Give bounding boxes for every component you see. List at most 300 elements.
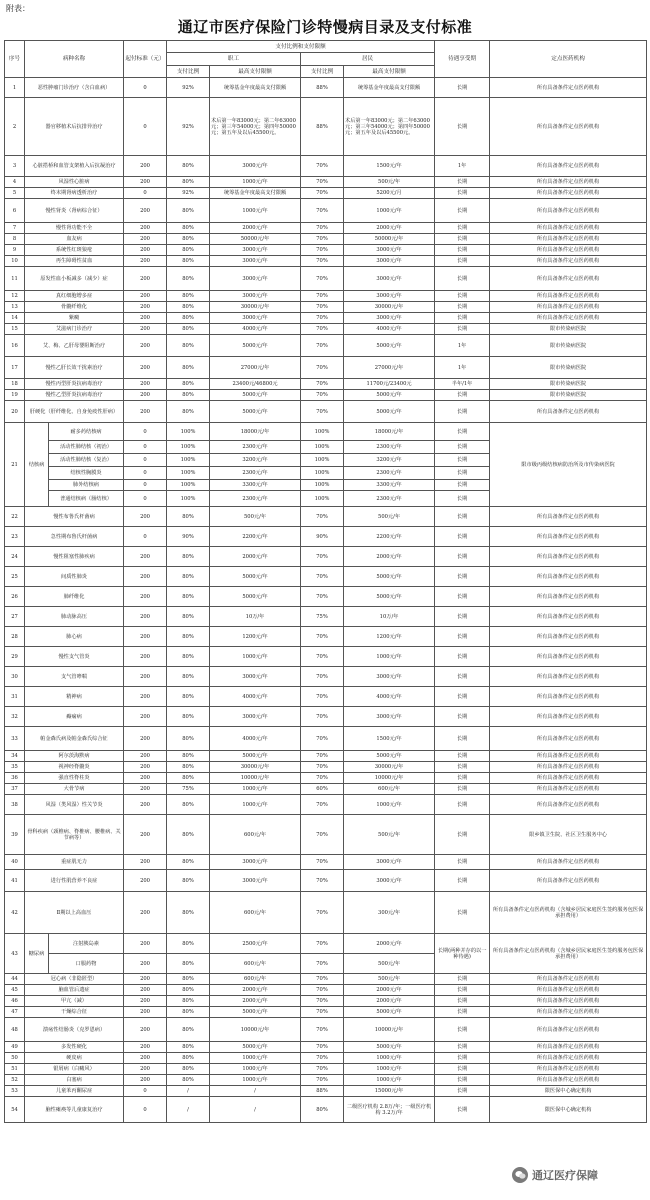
cell-staff-limit: 3200元/年 bbox=[210, 454, 301, 467]
cell-staff-limit: 3000元/年 bbox=[210, 667, 301, 687]
cell-staff-limit: 4000元/年 bbox=[210, 727, 301, 751]
cell-staff-ratio: 80% bbox=[167, 267, 210, 291]
cell-no: 10 bbox=[5, 256, 25, 267]
cell-staff-limit: 18000元/年 bbox=[210, 423, 301, 441]
cell-wait: 长期 bbox=[435, 707, 490, 727]
cell-threshold: 200 bbox=[124, 245, 167, 256]
cell-resident-limit: 30000元/年 bbox=[344, 302, 435, 313]
cell-resident-limit: 5000元/年 bbox=[344, 1042, 435, 1053]
cell-wait: 长期 bbox=[435, 401, 490, 423]
cell-staff-limit: 4000元/年 bbox=[210, 687, 301, 707]
table-row bbox=[5, 234, 647, 245]
cell-no: 51 bbox=[5, 1064, 25, 1075]
cell-no: 18 bbox=[5, 379, 25, 390]
cell-resident-ratio: 88% bbox=[301, 98, 344, 156]
cell-resident-limit: 2000元/年 bbox=[344, 996, 435, 1007]
cell-no: 50 bbox=[5, 1053, 25, 1064]
cell-name: 器官移植术后抗排异治疗 bbox=[25, 98, 124, 156]
appendix-note: 附表： bbox=[6, 4, 30, 13]
cell-resident-ratio: 70% bbox=[301, 627, 344, 647]
cell-staff-limit: 3000元/年 bbox=[210, 267, 301, 291]
cell-resident-ratio: 70% bbox=[301, 667, 344, 687]
cell-staff-limit: 1000元/年 bbox=[210, 647, 301, 667]
cell-wait: 长期 bbox=[435, 390, 490, 401]
cell-staff-limit: 1000元/年 bbox=[210, 177, 301, 188]
cell-institution: 所有具备条件定点医药机构 bbox=[490, 667, 647, 687]
cell-name: 真红细胞增多症 bbox=[25, 291, 124, 302]
cell-resident-limit: 2300元/年 bbox=[344, 441, 435, 454]
cell-threshold: 0 bbox=[124, 423, 167, 441]
cell-threshold: 200 bbox=[124, 627, 167, 647]
cell-name: 紫癜 bbox=[25, 313, 124, 324]
cell-institution: 所有具备条件定点医药机构 bbox=[490, 974, 647, 985]
cell-no: 3 bbox=[5, 156, 25, 177]
table-row bbox=[5, 1064, 647, 1075]
cell-resident-ratio: 70% bbox=[301, 256, 344, 267]
cell-resident-ratio: 70% bbox=[301, 390, 344, 401]
cell-staff-ratio: 80% bbox=[167, 302, 210, 313]
cell-subtype: 耐多药结核病 bbox=[49, 423, 124, 441]
cell-no: 33 bbox=[5, 727, 25, 751]
cell-staff-limit: 统筹基金年度最高支付限额 bbox=[210, 78, 301, 98]
table-row bbox=[5, 156, 647, 177]
cell-resident-limit: 500元/年 bbox=[344, 974, 435, 985]
cell-name: 间质性肺炎 bbox=[25, 567, 124, 587]
cell-resident-limit: 10万/年 bbox=[344, 607, 435, 627]
table-row bbox=[5, 795, 647, 815]
cell-institution: 所有具备条件定点医药机构 bbox=[490, 188, 647, 199]
cell-staff-ratio: 100% bbox=[167, 454, 210, 467]
cell-wait: 长期 bbox=[435, 256, 490, 267]
cell-wait: 长期 bbox=[435, 467, 490, 480]
header-name: 病种名称 bbox=[25, 41, 124, 78]
cell-institution: 所有具备条件定点医药机构（含城乡居民家庭医生签约服务包医保承担费用） bbox=[490, 892, 647, 934]
cell-threshold: 200 bbox=[124, 199, 167, 223]
cell-resident-ratio: 70% bbox=[301, 507, 344, 527]
header-resident: 居民 bbox=[301, 53, 435, 66]
cell-threshold: 200 bbox=[124, 795, 167, 815]
cell-institution: 限市传染病医院 bbox=[490, 379, 647, 390]
cell-staff-limit: 2300元/年 bbox=[210, 441, 301, 454]
cell-staff-limit: 5000元/年 bbox=[210, 1007, 301, 1018]
cell-name: 慢性丙型肝炎抗病毒治疗 bbox=[25, 379, 124, 390]
cell-resident-limit: 15000元/年 bbox=[344, 1086, 435, 1097]
cell-no: 54 bbox=[5, 1097, 25, 1123]
cell-resident-ratio: 70% bbox=[301, 223, 344, 234]
cell-resident-ratio: 80% bbox=[301, 1097, 344, 1123]
table-row bbox=[5, 357, 647, 379]
cell-threshold: 0 bbox=[124, 491, 167, 507]
cell-institution: 所有具备条件定点医药机构 bbox=[490, 401, 647, 423]
cell-resident-limit: 3000元/年 bbox=[344, 855, 435, 870]
table-row bbox=[5, 1075, 647, 1086]
cell-institution: 所有具备条件定点医药机构 bbox=[490, 784, 647, 795]
cell-resident-limit: 10000元/年 bbox=[344, 773, 435, 784]
cell-no: 46 bbox=[5, 996, 25, 1007]
cell-resident-limit: 2300元/年 bbox=[344, 467, 435, 480]
cell-resident-limit: 1000元/年 bbox=[344, 199, 435, 223]
cell-staff-limit: 3000元/年 bbox=[210, 855, 301, 870]
cell-name: 视神经脊髓炎 bbox=[25, 762, 124, 773]
cell-no: 47 bbox=[5, 1007, 25, 1018]
cell-staff-limit: 术后第一年83000元；第二年63000元；第三年54000元；第四年50000元；第五年及以后45500元。 bbox=[210, 98, 301, 156]
cell-staff-ratio: 80% bbox=[167, 567, 210, 587]
cell-institution: 所有具备条件定点医药机构 bbox=[490, 98, 647, 156]
cell-no: 17 bbox=[5, 357, 25, 379]
cell-resident-limit: 5000元/年 bbox=[344, 401, 435, 423]
table-row bbox=[5, 507, 647, 527]
cell-wait: 长期 bbox=[435, 1064, 490, 1075]
cell-institution: 所有具备条件定点医药机构 bbox=[490, 1007, 647, 1018]
cell-name: 儿童苯丙酮尿症 bbox=[25, 1086, 124, 1097]
cell-name: 艾滋病门诊治疗 bbox=[25, 324, 124, 335]
cell-threshold: 200 bbox=[124, 974, 167, 985]
cell-institution: 所有具备条件定点医药机构 bbox=[490, 762, 647, 773]
cell-institution: 所有具备条件定点医药机构 bbox=[490, 223, 647, 234]
cell-resident-limit: 1000元/年 bbox=[344, 647, 435, 667]
cell-wait: 长期 bbox=[435, 727, 490, 751]
cell-name: 溃疡性结肠炎（克罗恩病） bbox=[25, 1018, 124, 1042]
cell-resident-ratio: 70% bbox=[301, 188, 344, 199]
cell-staff-ratio: 80% bbox=[167, 1075, 210, 1086]
cell-resident-limit: 5000元/年 bbox=[344, 751, 435, 762]
cell-wait: 长期 bbox=[435, 667, 490, 687]
cell-staff-limit: 1000元/年 bbox=[210, 1075, 301, 1086]
cell-staff-limit: 5000元/年 bbox=[210, 587, 301, 607]
cell-name: 甲亢（减） bbox=[25, 996, 124, 1007]
cell-wait: 长期 bbox=[435, 188, 490, 199]
cell-no: 23 bbox=[5, 527, 25, 547]
cell-no: 34 bbox=[5, 751, 25, 762]
cell-resident-ratio: 70% bbox=[301, 996, 344, 1007]
cell-threshold: 200 bbox=[124, 256, 167, 267]
cell-name: 慢性肾炎（肾病综合征） bbox=[25, 199, 124, 223]
cell-institution: 所有具备条件定点医药机构 bbox=[490, 256, 647, 267]
cell-name: 支气管哮喘 bbox=[25, 667, 124, 687]
cell-no: 31 bbox=[5, 687, 25, 707]
cell-threshold: 0 bbox=[124, 480, 167, 491]
cell-resident-ratio: 70% bbox=[301, 727, 344, 751]
cell-resident-ratio: 70% bbox=[301, 379, 344, 390]
cell-no: 29 bbox=[5, 647, 25, 667]
cell-wait: 长期 bbox=[435, 647, 490, 667]
cell-wait: 长期 bbox=[435, 234, 490, 245]
cell-wait: 长期 bbox=[435, 199, 490, 223]
cell-staff-limit: 5000元/年 bbox=[210, 390, 301, 401]
cell-staff-ratio: 80% bbox=[167, 234, 210, 245]
cell-name: 艾、梅、乙肝母婴阻断治疗 bbox=[25, 335, 124, 357]
cell-resident-ratio: 90% bbox=[301, 527, 344, 547]
table-body bbox=[5, 78, 647, 1123]
cell-staff-ratio: 80% bbox=[167, 199, 210, 223]
cell-wait: 半年/1年 bbox=[435, 379, 490, 390]
cell-wait: 长期 bbox=[435, 507, 490, 527]
cell-resident-limit: 2300元/年 bbox=[344, 491, 435, 507]
cell-staff-ratio: 80% bbox=[167, 795, 210, 815]
table-row bbox=[5, 687, 647, 707]
cell-staff-limit: / bbox=[210, 1086, 301, 1097]
cell-threshold: 200 bbox=[124, 784, 167, 795]
cell-name: 风湿（类风湿）性关节炎 bbox=[25, 795, 124, 815]
cell-institution: 所有具备条件定点医药机构 bbox=[490, 1042, 647, 1053]
cell-staff-ratio: 80% bbox=[167, 647, 210, 667]
cell-institution: 所有具备条件定点医药机构 bbox=[490, 855, 647, 870]
table-row bbox=[5, 607, 647, 627]
cell-wait: 长期 bbox=[435, 223, 490, 234]
cell-staff-ratio: 80% bbox=[167, 313, 210, 324]
table-header bbox=[5, 41, 647, 78]
cell-threshold: 0 bbox=[124, 188, 167, 199]
cell-name: 骨科疾病（颈椎病、脊椎病、腰椎病、关节病等） bbox=[25, 815, 124, 855]
cell-name: 大骨节病 bbox=[25, 784, 124, 795]
cell-institution: 限市级丙级结核病防治所及市传染病医院 bbox=[490, 423, 647, 507]
table-row bbox=[5, 223, 647, 234]
cell-staff-limit: 27000元/年 bbox=[210, 357, 301, 379]
cell-no: 43 bbox=[5, 934, 25, 974]
cell-wait: 长期 bbox=[435, 870, 490, 892]
cell-no: 16 bbox=[5, 335, 25, 357]
cell-staff-limit: 1000元/年 bbox=[210, 1053, 301, 1064]
cell-threshold: 200 bbox=[124, 707, 167, 727]
cell-staff-ratio: 80% bbox=[167, 156, 210, 177]
cell-resident-ratio: 100% bbox=[301, 491, 344, 507]
cell-institution: 所有具备条件定点医药机构（含城乡居民家庭医生签约服务包医保承担费用） bbox=[490, 934, 647, 974]
cell-staff-ratio: 100% bbox=[167, 480, 210, 491]
table-row bbox=[5, 815, 647, 855]
cell-no: 12 bbox=[5, 291, 25, 302]
cell-threshold: 200 bbox=[124, 687, 167, 707]
cell-resident-limit: 3000元/年 bbox=[344, 667, 435, 687]
cell-staff-limit: 1000元/年 bbox=[210, 1064, 301, 1075]
header-staff-ratio: 支付比例 bbox=[167, 66, 210, 78]
cell-resident-limit: 5000元/年 bbox=[344, 390, 435, 401]
cell-resident-ratio: 70% bbox=[301, 1042, 344, 1053]
cell-resident-limit: 3000元/年 bbox=[344, 291, 435, 302]
cell-wait: 长期 bbox=[435, 1086, 490, 1097]
cell-name: 心脏搭桥和血管支架植入后抗凝治疗 bbox=[25, 156, 124, 177]
cell-threshold: 0 bbox=[124, 454, 167, 467]
cell-resident-limit: 统筹基金年度最高支付限额 bbox=[344, 78, 435, 98]
cell-wait: 长期 bbox=[435, 302, 490, 313]
cell-wait: 长期 bbox=[435, 567, 490, 587]
cell-institution: 所有具备条件定点医药机构 bbox=[490, 245, 647, 256]
table-row bbox=[5, 199, 647, 223]
cell-resident-limit: 2200元/年 bbox=[344, 527, 435, 547]
table-row bbox=[5, 423, 647, 441]
cell-wait: 长期 bbox=[435, 773, 490, 784]
cell-resident-limit: 1200元/年 bbox=[344, 627, 435, 647]
cell-resident-ratio: 100% bbox=[301, 480, 344, 491]
cell-resident-ratio: 70% bbox=[301, 267, 344, 291]
table-row bbox=[5, 379, 647, 390]
cell-wait: 长期 bbox=[435, 291, 490, 302]
cell-wait: 长期 bbox=[435, 1018, 490, 1042]
cell-resident-ratio: 70% bbox=[301, 934, 344, 954]
cell-staff-limit: 3000元/年 bbox=[210, 313, 301, 324]
cell-threshold: 200 bbox=[124, 177, 167, 188]
cell-staff-ratio: 80% bbox=[167, 1053, 210, 1064]
cell-resident-ratio: 70% bbox=[301, 762, 344, 773]
cell-resident-ratio: 70% bbox=[301, 870, 344, 892]
cell-threshold: 200 bbox=[124, 647, 167, 667]
table-row bbox=[5, 892, 647, 934]
table-row bbox=[5, 934, 647, 954]
cell-staff-limit: 50000元/年 bbox=[210, 234, 301, 245]
cell-name: 肝硬化（肝纤维化、自身免疫性肝病） bbox=[25, 401, 124, 423]
cell-group-name: 糖尿病 bbox=[25, 934, 49, 974]
cell-staff-limit: 1000元/年 bbox=[210, 784, 301, 795]
cell-staff-ratio: 92% bbox=[167, 98, 210, 156]
cell-staff-limit: 2000元/年 bbox=[210, 985, 301, 996]
cell-resident-limit: 500元/年 bbox=[344, 507, 435, 527]
cell-no: 6 bbox=[5, 199, 25, 223]
table-row bbox=[5, 996, 647, 1007]
table-row bbox=[5, 98, 647, 156]
table-row bbox=[5, 390, 647, 401]
cell-threshold: 200 bbox=[124, 357, 167, 379]
cell-staff-limit: / bbox=[210, 1097, 301, 1123]
table-row bbox=[5, 587, 647, 607]
table-row bbox=[5, 707, 647, 727]
cell-threshold: 0 bbox=[124, 527, 167, 547]
cell-subtype: 活动性肺结核（复治） bbox=[49, 454, 124, 467]
cell-institution: 所有具备条件定点医药机构 bbox=[490, 1053, 647, 1064]
cell-resident-limit: 27000元/年 bbox=[344, 357, 435, 379]
cell-threshold: 200 bbox=[124, 751, 167, 762]
cell-resident-limit: 2000元/年 bbox=[344, 223, 435, 234]
cell-no: 25 bbox=[5, 567, 25, 587]
cell-staff-limit: 1000元/年 bbox=[210, 795, 301, 815]
cell-institution: 所有具备条件定点医药机构 bbox=[490, 727, 647, 751]
cell-name: 再生障碍性贫血 bbox=[25, 256, 124, 267]
header-resident-limit: 最高支付限额 bbox=[344, 66, 435, 78]
table-row bbox=[5, 324, 647, 335]
cell-no: 20 bbox=[5, 401, 25, 423]
cell-wait: 1年 bbox=[435, 357, 490, 379]
cell-no: 21 bbox=[5, 423, 25, 507]
cell-institution: 所有具备条件定点医药机构 bbox=[490, 527, 647, 547]
cell-staff-ratio: 80% bbox=[167, 1042, 210, 1053]
cell-institution: 所有具备条件定点医药机构 bbox=[490, 996, 647, 1007]
cell-no: 32 bbox=[5, 707, 25, 727]
cell-resident-limit: 500元/年 bbox=[344, 177, 435, 188]
cell-name: 慢性布鲁氏杆菌病 bbox=[25, 507, 124, 527]
cell-resident-limit: 10000元/年 bbox=[344, 1018, 435, 1042]
cell-institution: 所有具备条件定点医药机构 bbox=[490, 267, 647, 291]
cell-resident-limit: 3000元/年 bbox=[344, 707, 435, 727]
table-row bbox=[5, 302, 647, 313]
cell-staff-ratio: 100% bbox=[167, 441, 210, 454]
cell-no: 40 bbox=[5, 855, 25, 870]
cell-institution: 所有具备条件定点医药机构 bbox=[490, 607, 647, 627]
header-wait: 待遇享受期 bbox=[435, 41, 490, 78]
table-row bbox=[5, 751, 647, 762]
table-row bbox=[5, 727, 647, 751]
cell-staff-limit: 600元/年 bbox=[210, 974, 301, 985]
cell-resident-ratio: 70% bbox=[301, 1018, 344, 1042]
cell-resident-ratio: 70% bbox=[301, 156, 344, 177]
cell-wait: 长期 bbox=[435, 627, 490, 647]
cell-resident-ratio: 70% bbox=[301, 313, 344, 324]
cell-institution: 所有具备条件定点医药机构 bbox=[490, 1064, 647, 1075]
cell-resident-limit: 3000元/年 bbox=[344, 256, 435, 267]
cell-staff-limit: 3000元/年 bbox=[210, 245, 301, 256]
cell-staff-ratio: 80% bbox=[167, 974, 210, 985]
cell-no: 7 bbox=[5, 223, 25, 234]
cell-institution: 所有具备条件定点医药机构 bbox=[490, 313, 647, 324]
cell-wait: 长期 bbox=[435, 1053, 490, 1064]
cell-threshold: 200 bbox=[124, 234, 167, 245]
cell-staff-ratio: 80% bbox=[167, 855, 210, 870]
cell-resident-limit: 3000元/年 bbox=[344, 870, 435, 892]
cell-wait: 长期 bbox=[435, 547, 490, 567]
cell-no: 1 bbox=[5, 78, 25, 98]
cell-no: 42 bbox=[5, 892, 25, 934]
cell-staff-ratio: 80% bbox=[167, 401, 210, 423]
table-row bbox=[5, 647, 647, 667]
cell-staff-ratio: 92% bbox=[167, 78, 210, 98]
cell-staff-limit: 5000元/年 bbox=[210, 335, 301, 357]
header-resident-ratio: 支付比例 bbox=[301, 66, 344, 78]
cell-name: 重症肌无力 bbox=[25, 855, 124, 870]
table-row bbox=[5, 855, 647, 870]
cell-resident-ratio: 70% bbox=[301, 324, 344, 335]
cell-threshold: 200 bbox=[124, 954, 167, 974]
cell-wait: 长期(两种并存的以一种待遇) bbox=[435, 934, 490, 974]
cell-threshold: 0 bbox=[124, 1097, 167, 1123]
cell-wait: 长期 bbox=[435, 687, 490, 707]
cell-resident-ratio: 70% bbox=[301, 815, 344, 855]
cell-no: 26 bbox=[5, 587, 25, 607]
cell-no: 28 bbox=[5, 627, 25, 647]
cell-threshold: 200 bbox=[124, 1064, 167, 1075]
cell-threshold: 200 bbox=[124, 313, 167, 324]
cell-institution: 所有具备条件定点医药机构 bbox=[490, 234, 647, 245]
cell-wait: 长期 bbox=[435, 985, 490, 996]
cell-staff-ratio: 80% bbox=[167, 727, 210, 751]
cell-wait: 长期 bbox=[435, 1097, 490, 1123]
table-row bbox=[5, 870, 647, 892]
cell-threshold: 200 bbox=[124, 390, 167, 401]
cell-no: 44 bbox=[5, 974, 25, 985]
cell-staff-ratio: 80% bbox=[167, 390, 210, 401]
cell-no: 45 bbox=[5, 985, 25, 996]
cell-resident-ratio: 70% bbox=[301, 1053, 344, 1064]
cell-resident-ratio: 88% bbox=[301, 1086, 344, 1097]
table-row bbox=[5, 527, 647, 547]
cell-institution: 所有具备条件定点医药机构 bbox=[490, 647, 647, 667]
header-staff-limit: 最高支付限额 bbox=[210, 66, 301, 78]
cell-threshold: 0 bbox=[124, 98, 167, 156]
cell-wait: 长期 bbox=[435, 762, 490, 773]
cell-resident-ratio: 70% bbox=[301, 199, 344, 223]
cell-institution: 限医保中心确定机构 bbox=[490, 1086, 647, 1097]
table-row bbox=[5, 667, 647, 687]
cell-staff-limit: 10000元/年 bbox=[210, 1018, 301, 1042]
table-row bbox=[5, 985, 647, 996]
cell-resident-ratio: 70% bbox=[301, 401, 344, 423]
cell-institution: 所有具备条件定点医药机构 bbox=[490, 985, 647, 996]
cell-threshold: 0 bbox=[124, 441, 167, 454]
table-row bbox=[5, 1086, 647, 1097]
cell-institution: 限乡镇卫生院、社区卫生服务中心 bbox=[490, 815, 647, 855]
cell-staff-ratio: 80% bbox=[167, 177, 210, 188]
cell-staff-ratio: 90% bbox=[167, 527, 210, 547]
cell-staff-limit: 5000元/年 bbox=[210, 567, 301, 587]
cell-wait: 长期 bbox=[435, 423, 490, 441]
table-row bbox=[5, 1053, 647, 1064]
cell-staff-ratio: 80% bbox=[167, 256, 210, 267]
